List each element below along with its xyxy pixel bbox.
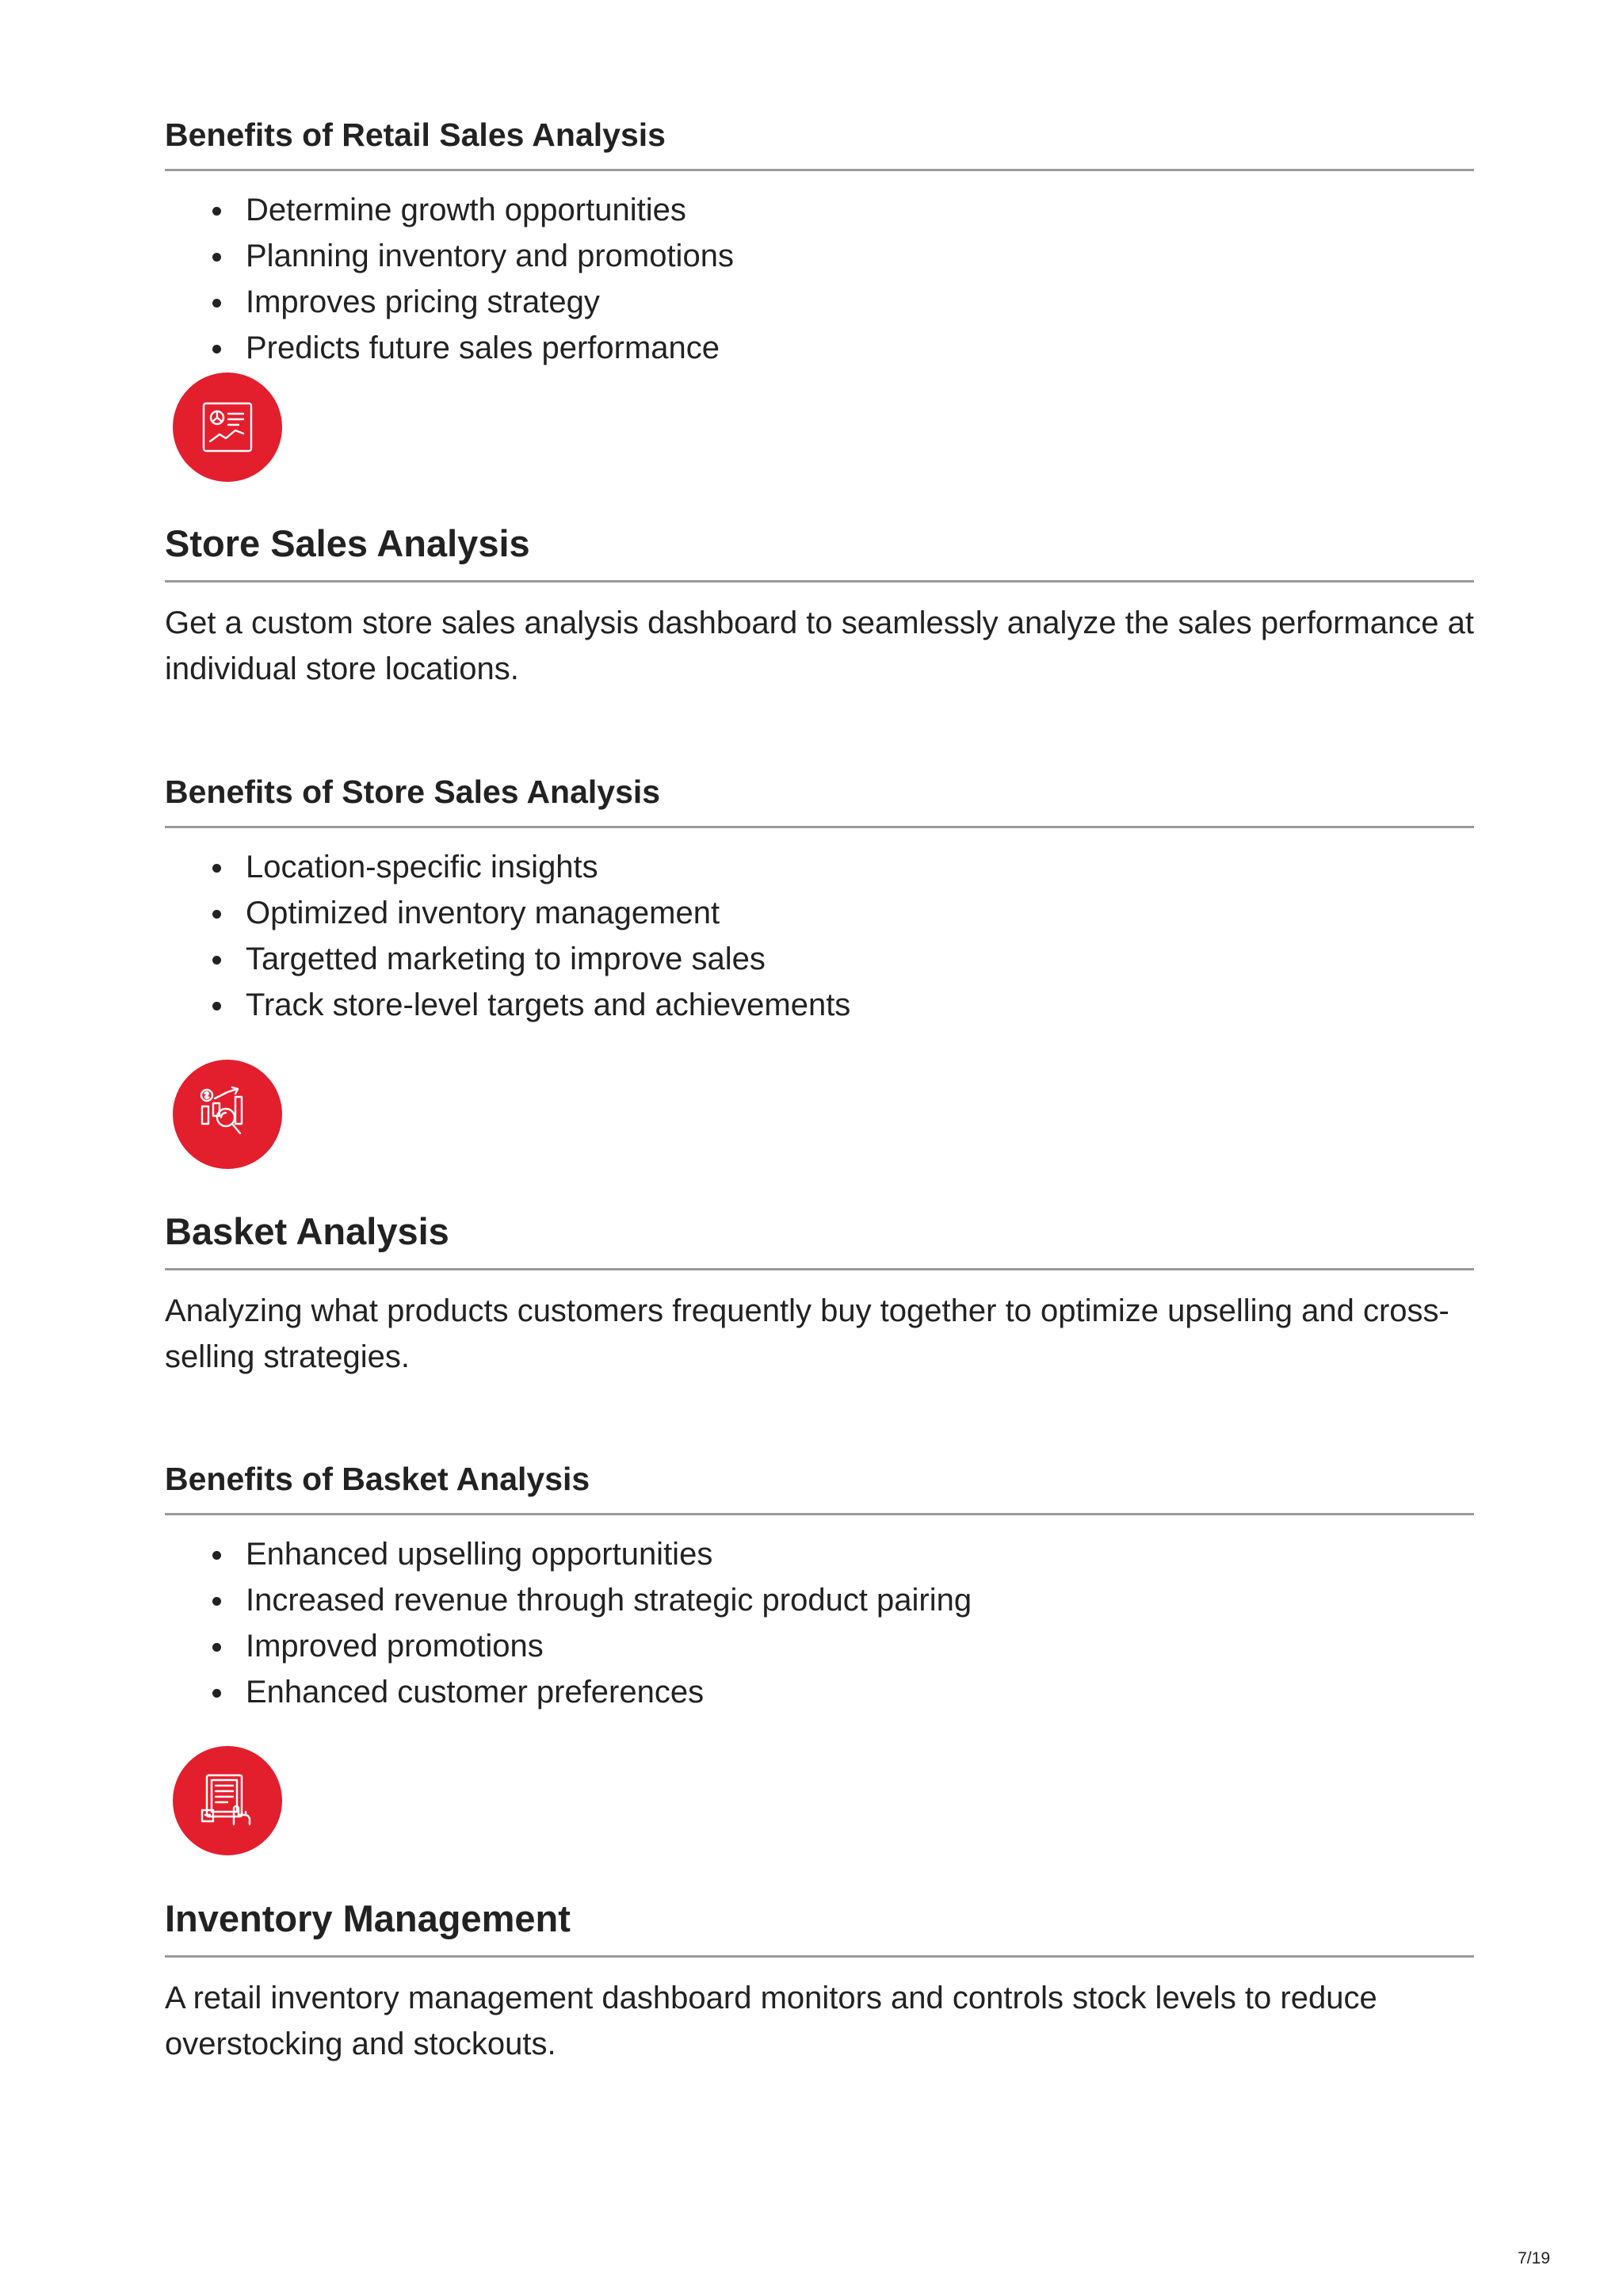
list-item: Track store-level targets and achievements [246,982,1474,1028]
store-benefits-list [165,844,1474,1028]
list-item: Improved promotions [246,1623,1474,1669]
list-item: Enhanced upselling opportunities [246,1531,1474,1577]
list-item: Planning inventory and promotions [246,233,1474,279]
store-sales-section [165,521,1474,692]
retail-benefits-section [165,116,1474,371]
inventory-list-icon [173,1746,282,1855]
list-item: Determine growth opportunities [246,187,1474,233]
list-item: Improves pricing strategy [246,279,1474,325]
basket-description: Analyzing what products customers frequently buy together to optimize upselling and cross-selling strategies. [165,1293,1449,1375]
list-item: Optimized inventory management [246,890,1474,936]
store-benefits-heading: Benefits of Store Sales Analysis [165,773,1474,828]
retail-benefits-heading: Benefits of Retail Sales Analysis [165,116,1474,171]
list-item: Increased revenue through strategic product pairing [246,1577,1474,1623]
store-sales-heading: Store Sales Analysis [165,521,1474,583]
inventory-section [165,1897,1474,2067]
retail-benefits-list [165,187,1474,371]
list-item: Enhanced customer preferences [246,1669,1474,1715]
store-sales-description: Get a custom store sales analysis dashboard to seamlessly analyze the sales performance at individual store locations. [165,606,1474,687]
list-item: Targetted marketing to improve sales [246,936,1474,982]
page-number: 7/19 [1518,2249,1550,2267]
basket-heading: Basket Analysis [165,1209,1474,1270]
basket-benefits-section [165,1460,1474,1715]
basket-benefits-list [165,1531,1474,1715]
report-chart-icon [173,372,282,482]
store-benefits-section [165,773,1474,1028]
list-item: Location-specific insights [246,844,1474,890]
basket-benefits-heading: Benefits of Basket Analysis [165,1460,1474,1515]
list-item: Predicts future sales performance [246,325,1474,371]
inventory-description: A retail inventory management dashboard monitors and controls stock levels to reduce overstocking and stockouts. [165,1981,1377,2062]
sales-growth-magnifier-icon [173,1060,282,1169]
inventory-heading: Inventory Management [165,1897,1474,1958]
basket-section [165,1209,1474,1380]
